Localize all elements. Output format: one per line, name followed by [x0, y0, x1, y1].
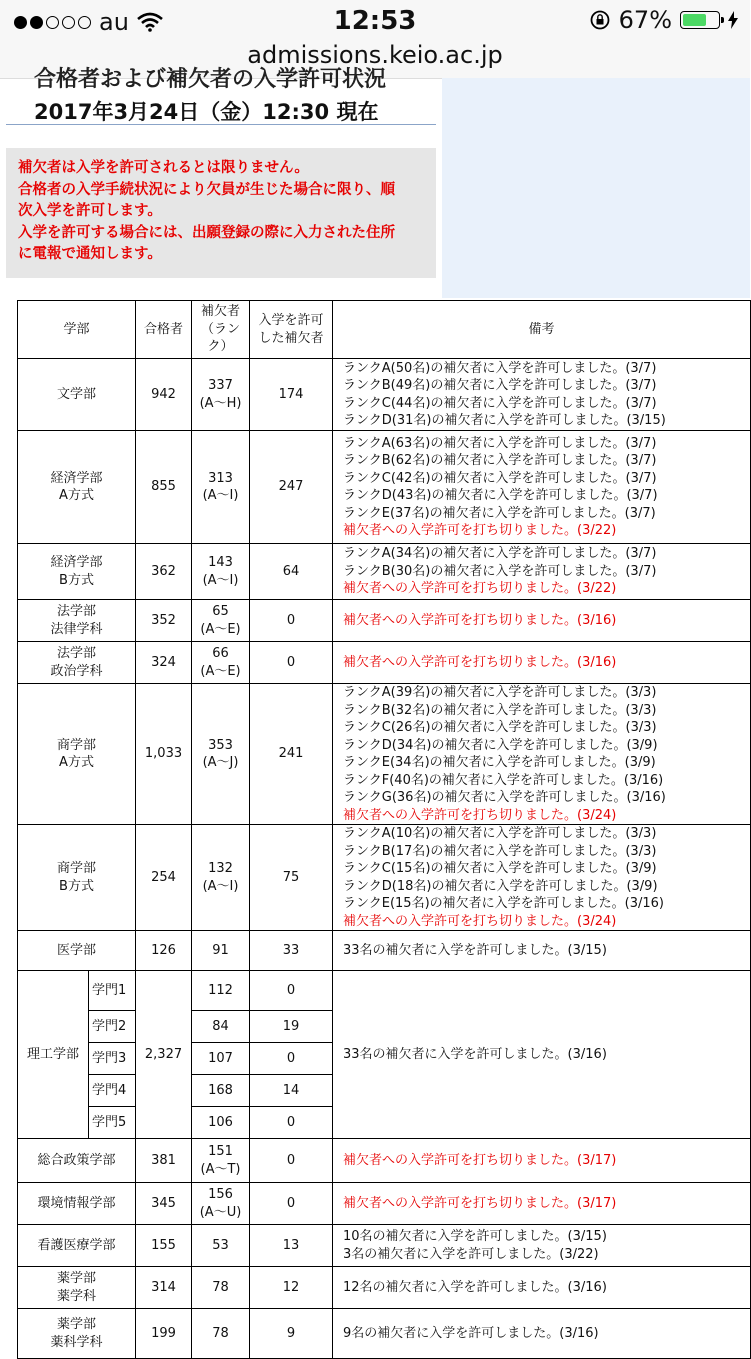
table-row — [18, 1225, 751, 1267]
remark-line: 3名の補欠者に入学を許可しました。(3/22) — [343, 1246, 599, 1262]
remark-line: ランクA(50名)の補欠者に入学を許可しました。(3/7) — [343, 360, 657, 376]
admitted-count: 0 — [250, 642, 333, 684]
faculty-name: 法学部 政治学科 — [18, 642, 136, 684]
department-label: 学門1 — [89, 971, 136, 1011]
passed-count: 855 — [136, 431, 192, 544]
admitted-count: 9 — [250, 1309, 333, 1359]
admitted-count: 0 — [250, 1043, 333, 1075]
passed-count: 345 — [136, 1183, 192, 1225]
table-row — [18, 971, 751, 1011]
admitted-count: 0 — [250, 1139, 333, 1183]
passed-count: 381 — [136, 1139, 192, 1183]
remark-line: ランクA(63名)の補欠者に入学を許可しました。(3/7) — [343, 435, 657, 451]
remark-line: ランクB(17名)の補欠者に入学を許可しました。(3/3) — [343, 843, 657, 859]
admitted-count: 241 — [250, 684, 333, 825]
closed-notice: 補欠者への入学許可を打ち切りました。(3/17) — [343, 1195, 617, 1211]
divider — [6, 124, 436, 125]
remark-line: ランクE(37名)の補欠者に入学を許可しました。(3/7) — [343, 505, 656, 521]
faculty-name: 経済学部 A方式 — [18, 431, 136, 544]
closed-notice: 補欠者への入学許可を打ち切りました。(3/16) — [343, 612, 617, 628]
carrier-label: au — [99, 8, 129, 36]
remark-line: 10名の補欠者に入学を許可しました。(3/15) — [343, 1229, 607, 1244]
closed-notice: 補欠者への入学許可を打ち切りました。(3/24) — [343, 913, 617, 929]
waitlist-count: 353 (A〜J) — [192, 684, 250, 825]
notice-box — [6, 148, 436, 278]
waitlist-count: 151 (A〜T) — [192, 1139, 250, 1183]
passed-count: 254 — [136, 825, 192, 931]
remarks — [333, 1267, 751, 1309]
faculty-name: 商学部 A方式 — [18, 684, 136, 825]
rotation-lock-icon — [589, 9, 611, 31]
url-text: admissions.keio.ac.jp — [247, 41, 503, 69]
admitted-count: 247 — [250, 431, 333, 544]
faculty-name: 環境情報学部 — [18, 1183, 136, 1225]
header-remarks: 備考 — [333, 301, 751, 359]
remarks — [333, 1183, 751, 1225]
remark-line: ランクB(49名)の補欠者に入学を許可しました。(3/7) — [343, 378, 657, 393]
waitlist-count: 168 — [192, 1075, 250, 1107]
waitlist-count: 132 (A〜I) — [192, 825, 250, 931]
charging-bolt-icon — [728, 11, 738, 29]
closed-notice: 補欠者への入学許可を打ち切りました。(3/24) — [343, 807, 617, 823]
department-label: 学門4 — [89, 1075, 136, 1107]
remark-line: ランクB(30名)の補欠者に入学を許可しました。(3/7) — [343, 563, 657, 579]
admitted-count: 64 — [250, 544, 333, 600]
table-row — [18, 544, 751, 600]
table-row — [18, 1309, 751, 1359]
admitted-count: 0 — [250, 1107, 333, 1139]
remark-line: ランクD(31名)の補欠者に入学を許可しました。(3/15) — [343, 413, 666, 428]
notice-line: 入学を許可する場合には、出願登録の際に入力された住所 — [18, 224, 395, 241]
remark-line: ランクC(44名)の補欠者に入学を許可しました。(3/7) — [343, 395, 657, 411]
faculty-name: 看護医療学部 — [18, 1225, 136, 1267]
status-bar — [0, 0, 750, 40]
notice-line: 合格者の入学手続状況により欠員が生じた場合に限り、順 — [18, 181, 395, 198]
remark-line: ランクA(10名)の補欠者に入学を許可しました。(3/3) — [343, 826, 657, 841]
waitlist-count: 107 — [192, 1043, 250, 1075]
passed-count: 1,033 — [136, 684, 192, 825]
waitlist-count: 65 (A〜E) — [192, 600, 250, 642]
closed-notice: 補欠者への入学許可を打ち切りました。(3/22) — [343, 523, 617, 538]
waitlist-count: 78 — [192, 1267, 250, 1309]
waitlist-count: 84 — [192, 1011, 250, 1043]
faculty-name: 商学部 B方式 — [18, 825, 136, 931]
waitlist-count: 53 — [192, 1225, 250, 1267]
department-label: 学門3 — [89, 1043, 136, 1075]
closed-notice: 補欠者への入学許可を打ち切りました。(3/17) — [343, 1152, 617, 1168]
status-date: 2017年3月24日（金）12:30 現在 — [34, 100, 379, 124]
remark-line: ランクD(18名)の補欠者に入学を許可しました。(3/9) — [343, 878, 658, 894]
side-panel — [442, 78, 750, 298]
remarks: 33名の補欠者に入学を許可しました。(3/16) — [333, 971, 751, 1139]
passed-count: 2,327 — [136, 971, 192, 1139]
waitlist-count: 337 (A〜H) — [192, 359, 250, 431]
waitlist-count: 66 (A〜E) — [192, 642, 250, 684]
waitlist-count: 313 (A〜I) — [192, 431, 250, 544]
passed-count: 126 — [136, 931, 192, 971]
admitted-count: 33 — [250, 931, 333, 971]
waitlist-count: 91 — [192, 931, 250, 971]
department-label: 学門5 — [89, 1107, 136, 1139]
faculty-name: 経済学部 B方式 — [18, 544, 136, 600]
passed-count: 199 — [136, 1309, 192, 1359]
header-waitlist: 補欠者 （ランク） — [192, 301, 250, 359]
header-faculty: 学部 — [18, 301, 136, 359]
remark-line: ランクA(39名)の補欠者に入学を許可しました。(3/3) — [343, 685, 657, 700]
admitted-count: 0 — [250, 971, 333, 1011]
notice-line: に電報で通知します。 — [18, 246, 162, 262]
remarks — [333, 825, 751, 931]
remark-line: ランクB(62名)の補欠者に入学を許可しました。(3/7) — [343, 453, 657, 468]
notice-line: 次入学を許可します。 — [18, 203, 162, 219]
admitted-count: 19 — [250, 1011, 333, 1043]
passed-count: 362 — [136, 544, 192, 600]
admitted-count: 0 — [250, 1183, 333, 1225]
notice-line: 補欠者は入学を許可されるとは限りません。 — [18, 160, 309, 176]
table-row — [18, 642, 751, 684]
remarks — [333, 544, 751, 600]
admitted-count: 75 — [250, 825, 333, 931]
remark-line: 33名の補欠者に入学を許可しました。(3/15) — [343, 942, 607, 958]
page-content — [0, 67, 750, 1350]
closed-notice: 補欠者への入学許可を打ち切りました。(3/22) — [343, 581, 617, 597]
table-row — [18, 684, 751, 825]
faculty-name: 文学部 — [18, 359, 136, 431]
remark-line: ランクD(34名)の補欠者に入学を許可しました。(3/9) — [343, 737, 658, 753]
faculty-name: 法学部 法律学科 — [18, 600, 136, 642]
admitted-count: 12 — [250, 1267, 333, 1309]
remarks — [333, 1139, 751, 1183]
remark-line: ランクE(34名)の補欠者に入学を許可しました。(3/9) — [343, 755, 656, 770]
header-passed: 合格者 — [136, 301, 192, 359]
remarks — [333, 359, 751, 431]
closed-notice: 補欠者への入学許可を打ち切りました。(3/16) — [343, 654, 617, 670]
waitlist-count: 143 (A〜I) — [192, 544, 250, 600]
battery-percent: 67% — [618, 6, 672, 34]
passed-count: 324 — [136, 642, 192, 684]
remark-line: 12名の補欠者に入学を許可しました。(3/16) — [343, 1279, 607, 1295]
remark-line: ランクF(40名)の補欠者に入学を許可しました。(3/16) — [343, 772, 664, 788]
faculty-name: 理工学部 — [18, 971, 89, 1139]
remark-line: ランクC(15名)の補欠者に入学を許可しました。(3/9) — [343, 861, 657, 876]
faculty-name: 総合政策学部 — [18, 1139, 136, 1183]
table-row — [18, 1183, 751, 1225]
table-row — [18, 431, 751, 544]
remarks — [333, 431, 751, 544]
admission-status-table — [17, 300, 751, 1359]
remark-line: ランクA(34名)の補欠者に入学を許可しました。(3/7) — [343, 546, 657, 562]
faculty-name: 薬学部 薬学科 — [18, 1267, 136, 1309]
passed-count: 314 — [136, 1267, 192, 1309]
admitted-count: 14 — [250, 1075, 333, 1107]
passed-count: 352 — [136, 600, 192, 642]
table-row — [18, 600, 751, 642]
clock: 12:53 — [333, 6, 417, 36]
waitlist-count: 112 — [192, 971, 250, 1011]
passed-count: 942 — [136, 359, 192, 431]
page-heading: 合格者および補欠者の入学許可状況 — [34, 67, 387, 92]
remark-line: ランクE(15名)の補欠者に入学を許可しました。(3/16) — [343, 896, 664, 911]
table-row — [18, 359, 751, 431]
remarks — [333, 642, 751, 684]
battery-icon — [680, 11, 720, 29]
remark-line: 9名の補欠者に入学を許可しました。(3/16) — [343, 1325, 599, 1341]
table-row — [18, 1139, 751, 1183]
admitted-count: 13 — [250, 1225, 333, 1267]
admitted-count: 174 — [250, 359, 333, 431]
faculty-name: 薬学部 薬科学科 — [18, 1309, 136, 1359]
department-label: 学門2 — [89, 1011, 136, 1043]
remark-line: ランクC(42名)の補欠者に入学を許可しました。(3/7) — [343, 470, 657, 486]
remarks — [333, 1309, 751, 1359]
table-row — [18, 825, 751, 931]
remark-line: ランクG(36名)の補欠者に入学を許可しました。(3/16) — [343, 790, 666, 805]
table-row — [18, 1267, 751, 1309]
remarks — [333, 1225, 751, 1267]
faculty-name: 医学部 — [18, 931, 136, 971]
remarks — [333, 600, 751, 642]
admitted-count: 0 — [250, 600, 333, 642]
waitlist-count: 156 (A〜U) — [192, 1183, 250, 1225]
passed-count: 155 — [136, 1225, 192, 1267]
remark-line: ランクD(43名)の補欠者に入学を許可しました。(3/7) — [343, 488, 658, 503]
remark-line: ランクC(26名)の補欠者に入学を許可しました。(3/3) — [343, 720, 657, 735]
remarks — [333, 684, 751, 825]
table-row — [18, 931, 751, 971]
remark-line: ランクB(32名)の補欠者に入学を許可しました。(3/3) — [343, 702, 657, 718]
waitlist-count: 78 — [192, 1309, 250, 1359]
header-admitted: 入学を許可 した補欠者 — [250, 301, 333, 359]
waitlist-count: 106 — [192, 1107, 250, 1139]
remarks — [333, 931, 751, 971]
